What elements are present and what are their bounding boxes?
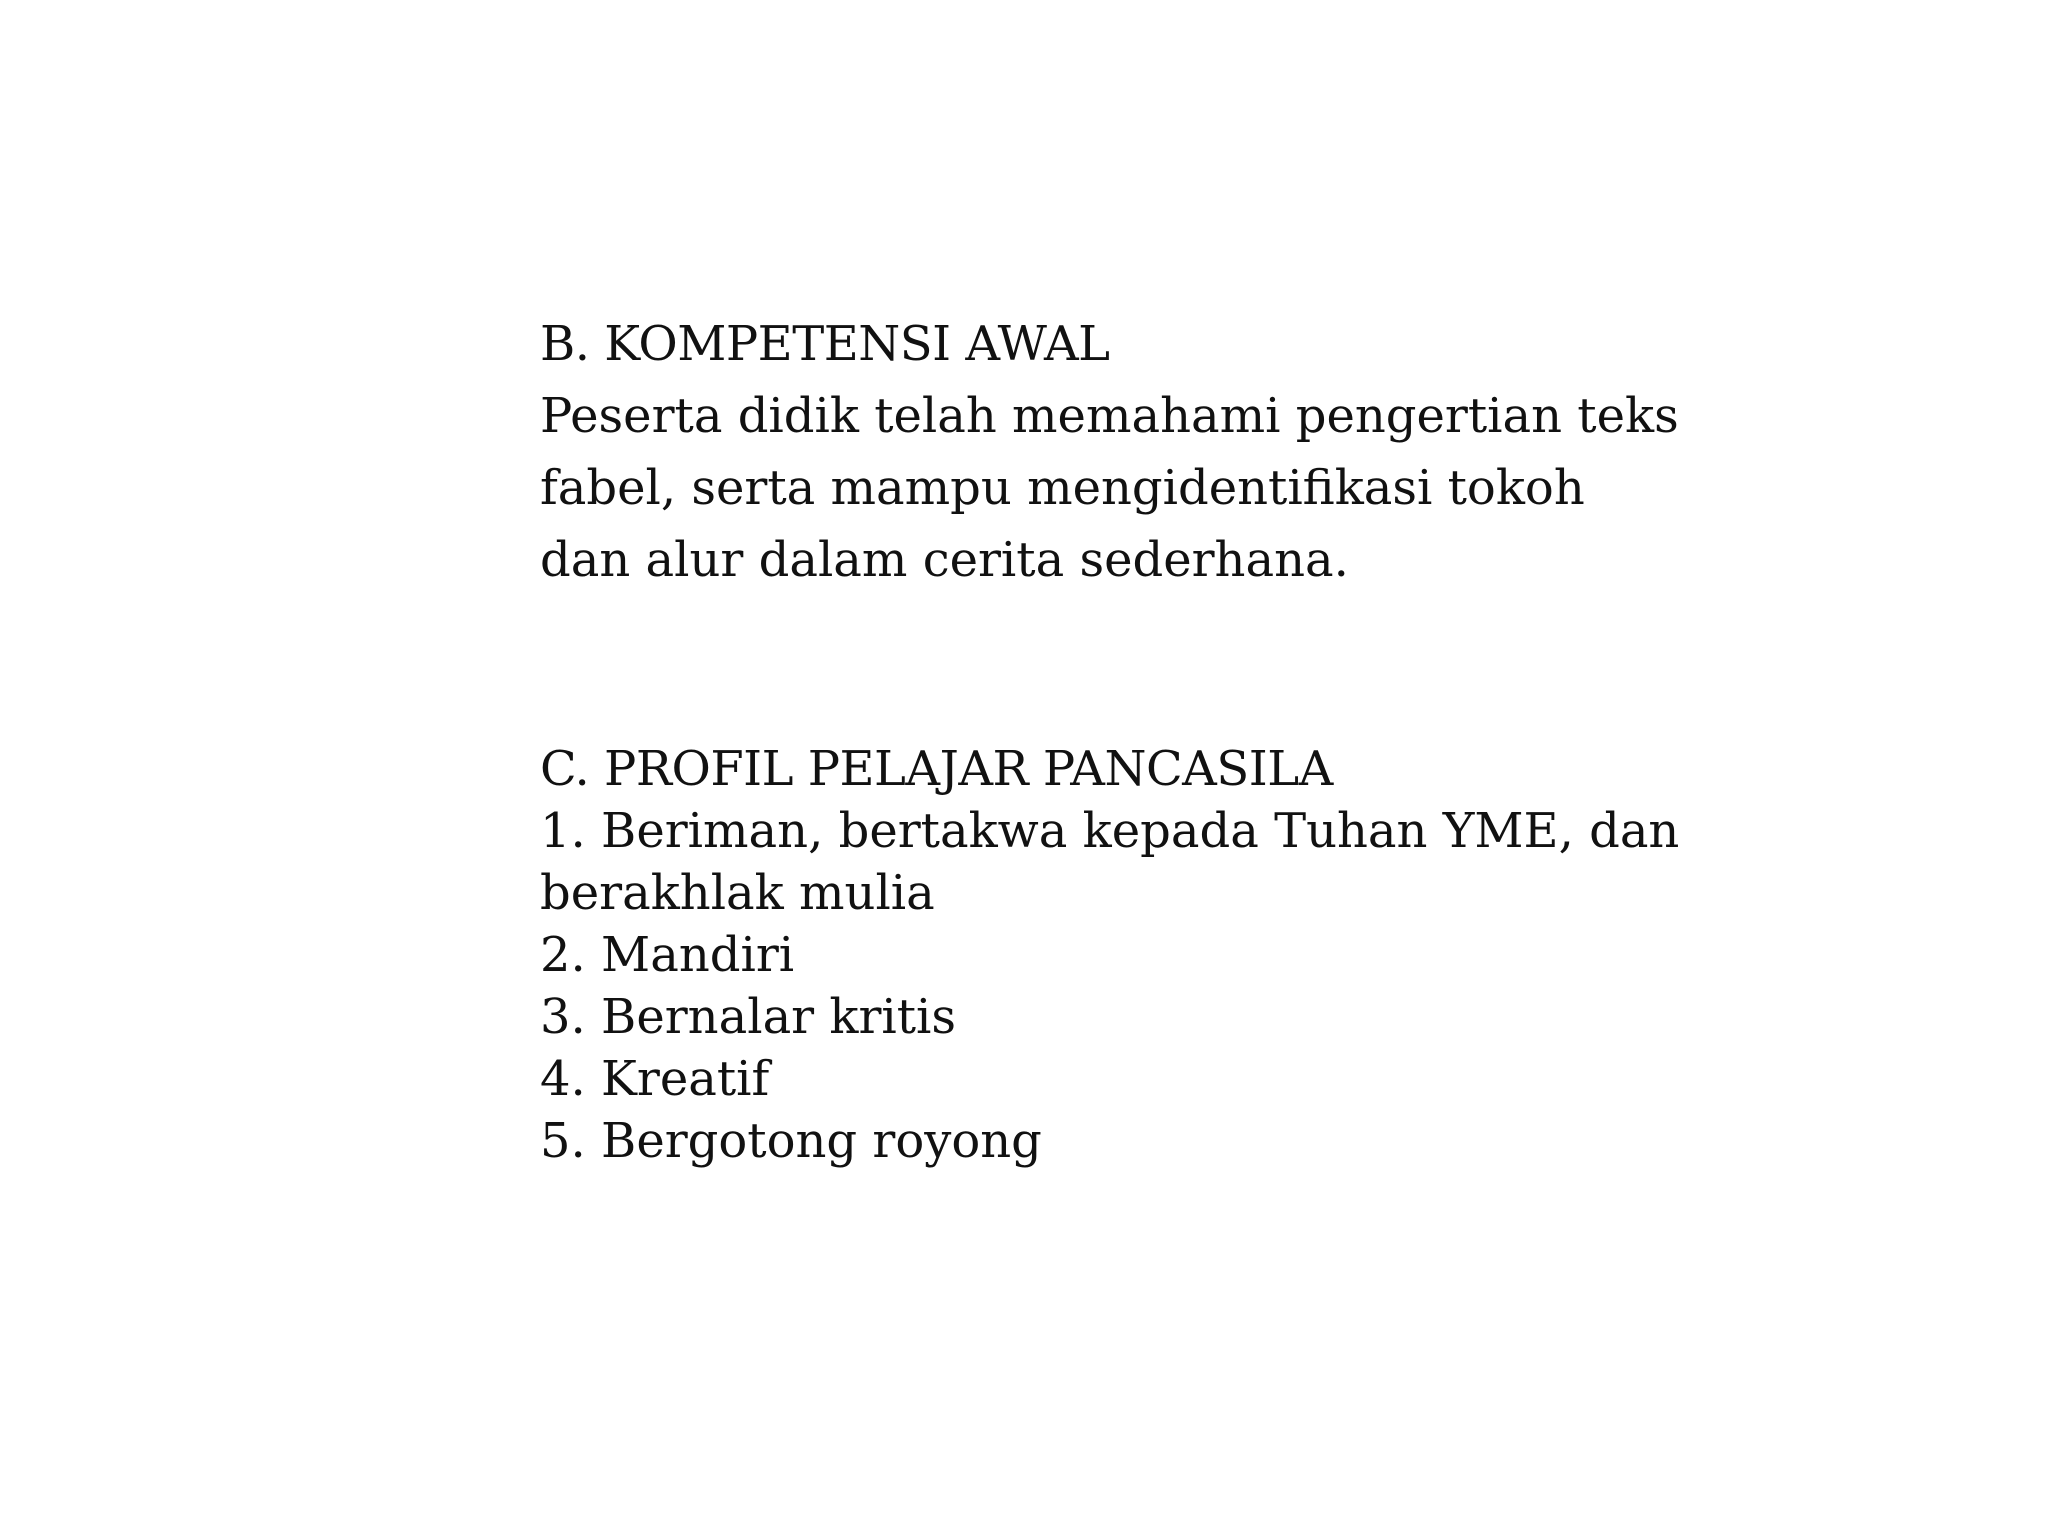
section-profil-pelajar-pancasila	[540, 738, 1680, 1172]
section-b-body-line-3: dan alur dalam cerita sederhana.	[540, 532, 1349, 588]
list-item: 3. Bernalar kritis	[540, 989, 957, 1045]
section-b-body-line-1: Peserta didik telah memahami pengertian teks	[540, 388, 1679, 444]
section-b-heading: B. KOMPETENSI AWAL	[540, 316, 1110, 372]
section-kompetensi-awal	[540, 308, 1679, 596]
list-item: berakhlak mulia	[540, 865, 935, 921]
list-item: 5. Bergotong royong	[540, 1113, 1042, 1169]
section-b-body-line-2: fabel, serta mampu mengidentifikasi tokoh	[540, 460, 1585, 516]
list-item: 4. Kreatif	[540, 1051, 770, 1107]
list-item: 2. Mandiri	[540, 927, 795, 983]
list-item: 1. Beriman, bertakwa kepada Tuhan YME, dan	[540, 803, 1680, 859]
section-c-heading: C. PROFIL PELAJAR PANCASILA	[540, 741, 1333, 797]
